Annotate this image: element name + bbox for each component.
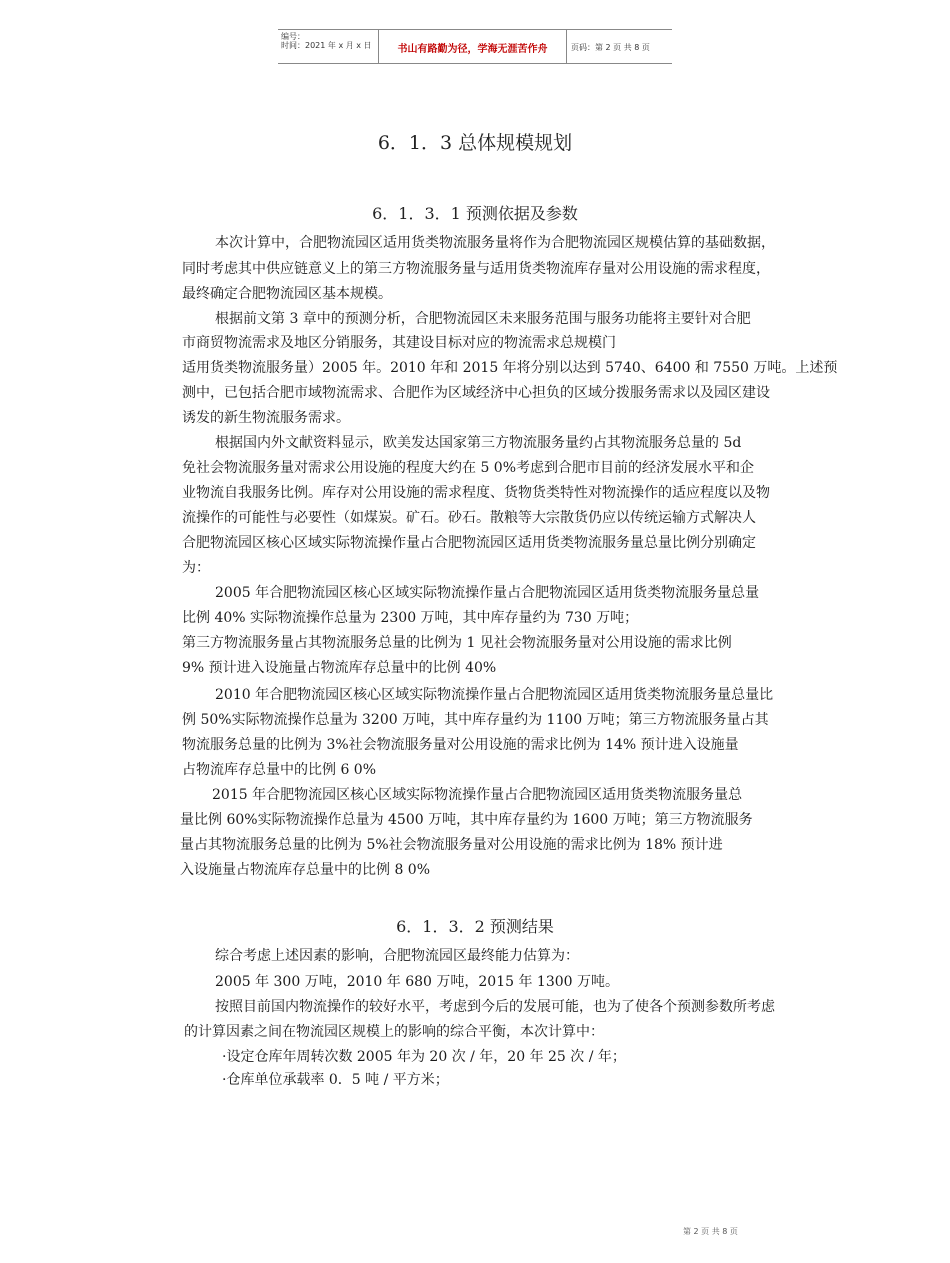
paragraph-line: 业物流自我服务比例。库存对公用设施的需求程度、货物货类特性对物流操作的适应程度以及物 [182, 485, 770, 501]
paragraph-line: 入设施量占物流库存总量中的比例 8 0% [180, 862, 431, 878]
paragraph-line: 综合考虑上述因素的影响，合肥物流园区最终能力估算为： [215, 948, 579, 964]
paragraph-line: 免社会物流服务量对需求公用设施的程度大约在 5 0%考虑到合肥市目前的经济发展水平和企 [182, 460, 755, 476]
paragraph-line: 2010 年合肥物流园区核心区域实际物流操作量占合肥物流园区适用货类物流服务量总量比 [215, 687, 774, 703]
paragraph-line: 量占其物流服务总量的比例为 5%社会物流服务量对公用设施的需求比例为 18% 预计进 [180, 837, 723, 853]
paragraph-line: 第三方物流服务量占其物流服务总量的比例为 1 见社会物流服务量对公用设施的需求比例 [182, 635, 732, 651]
paragraph-line: 根据前文第 3 章中的预测分析，合肥物流园区未来服务范围与服务功能将主要针对合肥 [215, 311, 751, 327]
paragraph-line: 测中，已包括合肥市域物流需求、合肥作为区域经济中心担负的区域分拨服务需求以及园区建设 [182, 385, 770, 401]
header-info-cell [278, 30, 379, 63]
page-number-label: 页码：第 2 页 共 8 页 [571, 43, 650, 52]
time-label: 时间：2021 年 x 月 x 日 [281, 41, 372, 50]
number-label: 编号： [281, 32, 305, 41]
paragraph-line: 本次计算中，合肥物流园区适用货类物流服务量将作为合肥物流园区规模估算的基础数据， [215, 235, 775, 251]
paragraph-line: 诱发的新生物流服务需求。 [182, 410, 350, 426]
paragraph-line: 为： [182, 560, 210, 576]
paragraph-line: 物流服务总量的比例为 3%社会物流服务量对公用设施的需求比例为 14% 预计进入设施量 [182, 737, 739, 753]
subsection-heading-2: 6．1．3．2 预测结果 [396, 917, 554, 936]
list-item: ·仓库单位承载率 0．5 吨 / 平方米； [222, 1072, 449, 1088]
paragraph-line: 2015 年合肥物流园区核心区域实际物流操作量占合肥物流园区适用货类物流服务量总 [212, 787, 743, 803]
header-page-cell [567, 30, 672, 63]
subsection-heading-1: 6．1．3．1 预测依据及参数 [372, 204, 578, 223]
paragraph-line: 按照目前国内物流操作的较好水平，考虑到今后的发展可能，也为了使各个预测参数所考虑 [215, 999, 775, 1015]
paragraph-line: 比例 40% 实际物流操作总量为 2300 万吨，其中库存量约为 730 万吨； [182, 610, 639, 626]
header-motto-cell [379, 30, 567, 63]
paragraph-line: 例 50%实际物流操作总量为 3200 万吨，其中库存量约为 1100 万吨；第三方物流服务量占其 [182, 712, 769, 728]
paragraph-line: 2005 年 300 万吨，2010 年 680 万吨，2015 年 1300 万吨。 [215, 974, 620, 990]
paragraph-line: 的计算因素之间在物流园区规模上的影响的综合平衡，本次计算中： [184, 1024, 604, 1040]
paragraph-line: 同时考虑其中供应链意义上的第三方物流服务量与适用货类物流库存量对公用设施的需求程度， [182, 261, 770, 277]
motto-text: 书山有路勤为径，学海无涯苦作舟 [397, 44, 548, 55]
paragraph-line: 2005 年合肥物流园区核心区域实际物流操作量占合肥物流园区适用货类物流服务量总量 [215, 585, 760, 601]
paragraph-line: 9% 预计进入设施量占物流库存总量中的比例 40% [182, 660, 497, 676]
paragraph-line: 量比例 60%实际物流操作总量为 4500 万吨，其中库存量约为 1600 万吨；第三方物流服务 [180, 812, 753, 828]
paragraph-line: 最终确定合肥物流园区基本规模。 [182, 286, 392, 302]
paragraph-line: 市商贸物流需求及地区分销服务，其建设目标对应的物流需求总规模门 [182, 335, 616, 351]
page-header [278, 29, 672, 64]
page-footer: 第 2 页 共 8 页 [683, 1227, 738, 1236]
paragraph-line: 合肥物流园区核心区域实际物流操作量占合肥物流园区适用货类物流服务量总量比例分别确定 [182, 535, 756, 551]
paragraph-line: 占物流库存总量中的比例 6 0% [182, 762, 377, 778]
paragraph-line: 适用货类物流服务量）2005 年。2010 年和 2015 年将分别以达到 5740、6400 和 7550 万吨。上述预 [182, 360, 838, 376]
section-title: 6．1．3 总体规模规划 [377, 132, 573, 154]
paragraph-line: 根据国内外文献资料显示，欧美发达国家第三方物流服务量约占其物流服务总量的 5d [215, 435, 742, 451]
paragraph-line: 流操作的可能性与必要性（如煤炭。矿石。砂石。散粮等大宗散货仍应以传统运输方式解决人 [182, 510, 756, 526]
list-item: ·设定仓库年周转次数 2005 年为 20 次 / 年，20 年 25 次 / 年； [222, 1049, 626, 1065]
